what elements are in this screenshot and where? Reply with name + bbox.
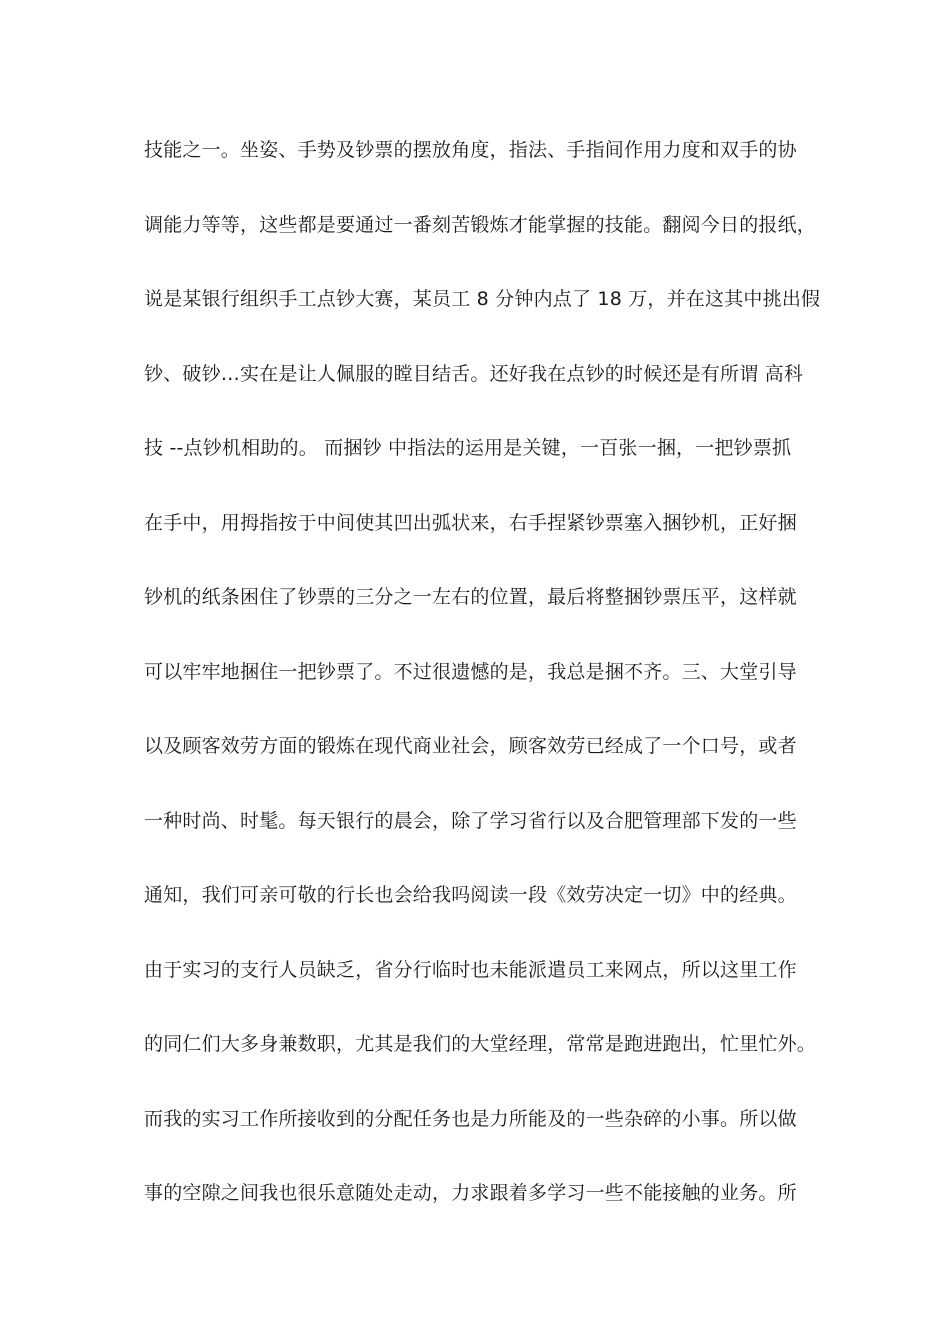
text-line: 的同仁们大多身兼数职，尤其是我们的大堂经理，常常是跑进跑出，忙里忙外。 [144, 1033, 817, 1055]
text-line: 技 --点钞机相助的。 而捆钞 中指法的运用是关键，一百张一捆，一把钞票抓 [144, 437, 792, 459]
body-text [144, 130, 821, 1248]
text-line: 在手中，用拇指按于中间使其凹出弧状来，右手捏紧钞票塞入捆钞机，正好捆 [144, 511, 797, 534]
text-line: 说是某银行组织手工点钞大赛，某员工 8 分钟内点了 18 万，并在这其中挑出假 [144, 288, 821, 310]
text-line: 事的空隙之间我也很乐意随处走动，力求跟着多学习一些不能接触的业务。所 [144, 1182, 797, 1204]
text-line: 而我的实习工作所接收到的分配任务也是力所能及的一些杂碎的小事。所以做 [144, 1107, 797, 1130]
text-line: 由于实习的支行人员缺乏，省分行临时也未能派遣员工来网点，所以这里工作 [144, 958, 797, 981]
text-line: 调能力等等，这些都是要通过一番刻苦锻炼才能掌握的技能。翻阅今日的报纸， [144, 213, 817, 236]
text-line: 钞机的纸条困住了钞票的三分之一左右的位置，最后将整捆钞票压平，这样就 [144, 586, 797, 608]
text-line: 以及顾客效劳方面的锻炼在现代商业社会，顾客效劳已经成了一个口号，或者 [144, 735, 797, 757]
text-line: 通知，我们可亲可敬的行长也会给我吗阅读一段《效劳决定一切》中的经典。 [144, 884, 797, 906]
text-line: 技能之一。坐姿、手势及钞票的摆放角度，指法、手指间作用力度和双手的协 [144, 139, 797, 161]
text-line: 一种时尚、时髦。每天银行的晨会，除了学习省行以及合肥管理部下发的一些 [144, 809, 797, 832]
text-line: 钞、破钞…实在是让人佩服的瞠目结舌。还好我在点钞的时候还是有所谓 高科 [144, 362, 804, 385]
text-line: 可以牢牢地捆住一把钞票了。不过很遗憾的是，我总是捆不齐。三、大堂引导 [144, 660, 797, 683]
